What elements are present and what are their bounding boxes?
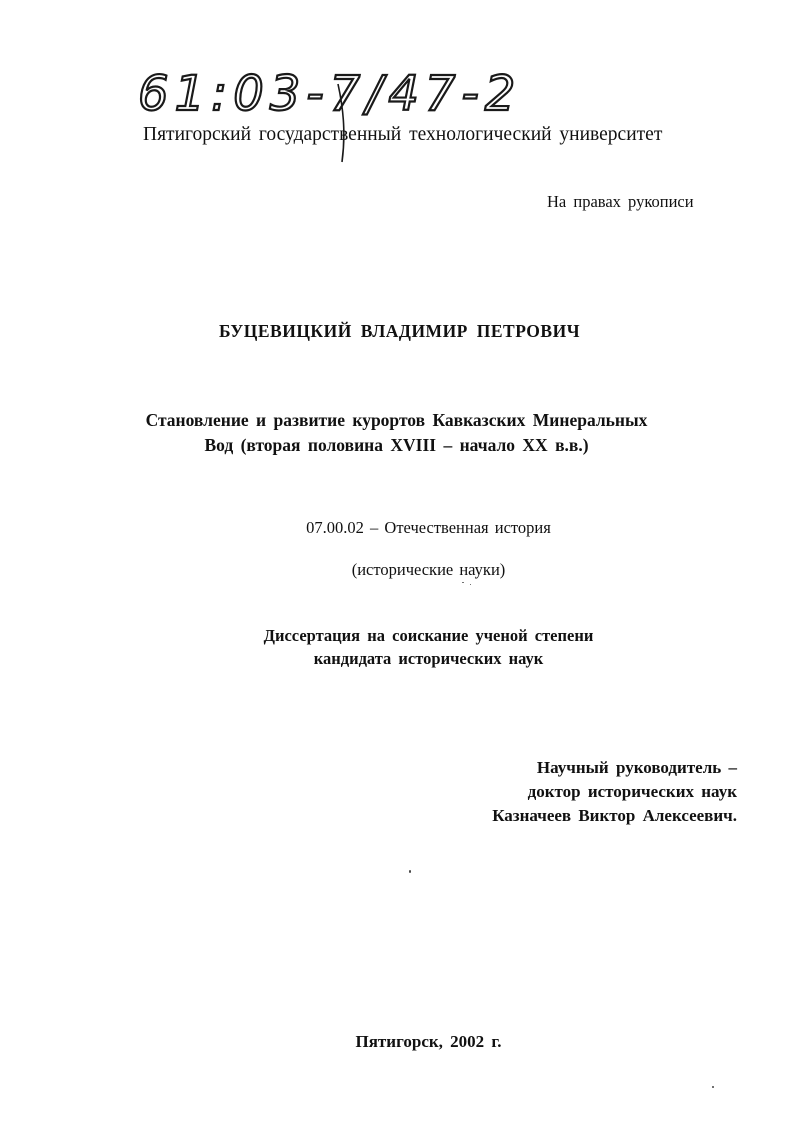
handwritten-archive-number [138, 62, 598, 172]
manuscript-note: На правах рукописи [547, 192, 694, 211]
title-line: Становление и развитие курортов Кавказских Минеральных [145, 410, 648, 430]
degree-line: кандидата исторических наук [313, 649, 544, 668]
handwritten-number-text: 61:03-7/47-2 [138, 66, 522, 122]
scan-speck [462, 582, 464, 583]
scan-speck [409, 870, 411, 873]
science-field: (исторические науки) [351, 560, 506, 579]
scan-speck [712, 1086, 714, 1088]
university-name: Пятигорский государственный технологический университет [143, 124, 663, 145]
degree-line: Диссертация на соискание ученой степени [263, 626, 594, 645]
scientific-advisor [492, 756, 737, 828]
specialty-code: 07.00.02 – Отечественная история [306, 518, 551, 537]
degree-statement [0, 624, 793, 670]
advisor-role: Научный руководитель – [536, 758, 737, 777]
place-and-year: Пятигорск, 2002 г. [355, 1032, 502, 1051]
handwritten-number-drawing [138, 62, 598, 172]
dissertation-title [0, 408, 793, 458]
scan-speck [470, 584, 471, 585]
author-name: БУЦЕВИЦКИЙ ВЛАДИМИР ПЕТРОВИЧ [218, 321, 581, 341]
advisor-name: Казначеев Виктор Алексеевич. [492, 806, 737, 825]
advisor-title: доктор исторических наук [527, 782, 737, 801]
title-line: Вод (вторая половина XVIII – начало XX в.в.) [204, 435, 589, 455]
